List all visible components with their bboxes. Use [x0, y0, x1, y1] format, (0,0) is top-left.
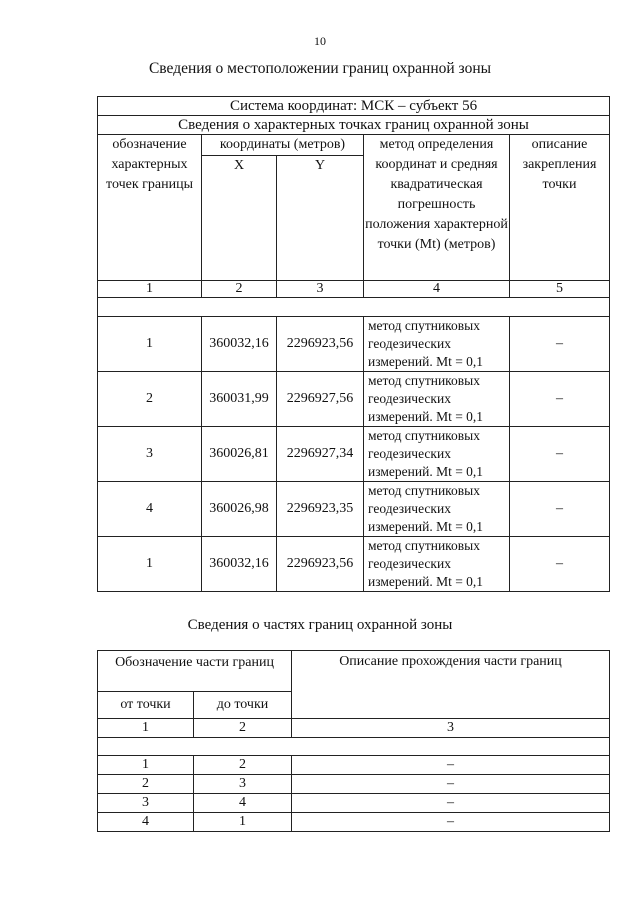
point-x: 360032,16: [202, 317, 277, 372]
system-caption-row: [98, 97, 610, 116]
point-number: 1: [98, 317, 202, 372]
coordinate-system-caption: Система координат: МСК – субъект 56: [98, 97, 610, 116]
part-description: –: [292, 813, 610, 832]
column-number: 3: [292, 719, 610, 738]
part-from: 4: [98, 813, 194, 832]
point-description: –: [510, 537, 610, 592]
header-y: Y: [277, 156, 364, 281]
points-section-caption: Сведения о характерных точках границ охранной зоны: [98, 116, 610, 135]
point-x: 360031,99: [202, 372, 277, 427]
point-y: 2296927,56: [277, 372, 364, 427]
column-number: 1: [98, 719, 194, 738]
point-x: 360026,81: [202, 427, 277, 482]
header-row-1: [98, 135, 610, 156]
point-method: метод спутниковых геодезических измерений. Mt = 0,1: [364, 427, 510, 482]
table-row: [98, 756, 610, 775]
parts-header-row-1: [98, 651, 610, 692]
point-description: –: [510, 427, 610, 482]
location-title: Сведения о местоположении границ охранной зоны: [148, 60, 492, 77]
header-x: X: [202, 156, 277, 281]
part-to: 1: [194, 813, 292, 832]
point-method: метод спутниковых геодезических измерений. Mt = 0,1: [364, 537, 510, 592]
empty-cell: [98, 298, 610, 317]
point-method: метод спутниковых геодезических измерений. Mt = 0,1: [364, 372, 510, 427]
table-row: [98, 537, 610, 592]
header-designation: обозначение характерных точек границы: [98, 135, 202, 281]
table-row: [98, 794, 610, 813]
parts-header-from: от точки: [98, 692, 194, 719]
column-number: 2: [202, 281, 277, 298]
point-y: 2296923,56: [277, 317, 364, 372]
table-row: [98, 775, 610, 794]
point-number: 1: [98, 537, 202, 592]
table-row: [98, 427, 610, 482]
part-to: 3: [194, 775, 292, 794]
column-number: 2: [194, 719, 292, 738]
column-number: 1: [98, 281, 202, 298]
parts-title: Сведения о частях границ охранной зоны: [187, 617, 453, 633]
table-row: [98, 813, 610, 832]
point-description: –: [510, 482, 610, 537]
point-number: 3: [98, 427, 202, 482]
parts-header-description: Описание прохождения части границ: [292, 651, 610, 719]
point-y: 2296927,34: [277, 427, 364, 482]
column-number-row: [98, 281, 610, 298]
points-table: [97, 96, 610, 592]
point-y: 2296923,56: [277, 537, 364, 592]
header-method: метод определения координат и средняя квадратическая погрешность положения характерной точки (Mt) (метров): [364, 135, 510, 281]
table-row: [98, 317, 610, 372]
table-row: [98, 482, 610, 537]
header-coordinates: координаты (метров): [202, 135, 364, 156]
column-number: 3: [277, 281, 364, 298]
point-method: метод спутниковых геодезических измерений. Mt = 0,1: [364, 317, 510, 372]
part-description: –: [292, 794, 610, 813]
column-number: 4: [364, 281, 510, 298]
parts-column-number-row: [98, 719, 610, 738]
table-row: [98, 372, 610, 427]
part-to: 2: [194, 756, 292, 775]
header-description: описание закрепления точки: [510, 135, 610, 281]
parts-spacer-row: [98, 738, 610, 756]
point-description: –: [510, 372, 610, 427]
part-from: 2: [98, 775, 194, 794]
parts-table: [97, 650, 610, 832]
point-description: –: [510, 317, 610, 372]
part-from: 3: [98, 794, 194, 813]
part-description: –: [292, 756, 610, 775]
column-number: 5: [510, 281, 610, 298]
point-number: 4: [98, 482, 202, 537]
spacer-row: [98, 298, 610, 317]
point-method: метод спутниковых геодезических измерений. Mt = 0,1: [364, 482, 510, 537]
part-to: 4: [194, 794, 292, 813]
part-description: –: [292, 775, 610, 794]
page-number: 10: [314, 34, 326, 48]
empty-cell: [98, 738, 610, 756]
point-x: 360032,16: [202, 537, 277, 592]
point-y: 2296923,35: [277, 482, 364, 537]
parts-header-designation: Обозначение части границ: [98, 651, 292, 692]
point-x: 360026,98: [202, 482, 277, 537]
section-caption-row: [98, 116, 610, 135]
point-number: 2: [98, 372, 202, 427]
parts-header-to: до точки: [194, 692, 292, 719]
part-from: 1: [98, 756, 194, 775]
